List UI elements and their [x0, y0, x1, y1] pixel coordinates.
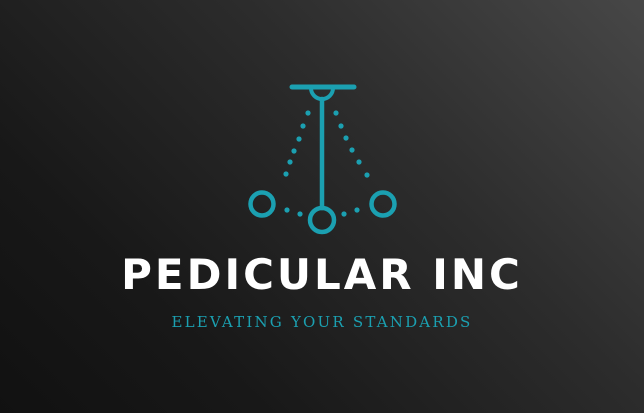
pendulum-bob-left: [251, 193, 274, 216]
pendulum-trail-dot: [333, 110, 338, 115]
tagline: ELEVATING YOUR STANDARDS: [171, 313, 473, 331]
pendulum-trail-dot: [364, 172, 369, 177]
brand-name: PEDICULAR INC: [121, 250, 523, 299]
pendulum-trail-dot: [284, 207, 289, 212]
pendulum-trail-dot: [291, 148, 296, 153]
pendulum-trail-dot: [296, 136, 301, 141]
pendulum-trail-dot: [283, 171, 288, 176]
pendulum-trail-dot: [287, 159, 292, 164]
pendulum-trail-dot: [300, 123, 305, 128]
pendulum-trail-dot: [305, 110, 310, 115]
pendulum-bob-right: [372, 193, 395, 216]
pendulum-trail-dot: [338, 123, 343, 128]
pendulum-trail-dot: [354, 207, 359, 212]
logo-mark-group: [251, 87, 395, 232]
pendulum-trail-dot: [341, 211, 346, 216]
pendulum-bob-center: [310, 208, 334, 232]
pendulum-trail-dot: [356, 159, 361, 164]
pendulum-trail-dot: [343, 135, 348, 140]
pendulum-trail-dot: [349, 147, 354, 152]
pendulum-trail-dot: [297, 211, 302, 216]
